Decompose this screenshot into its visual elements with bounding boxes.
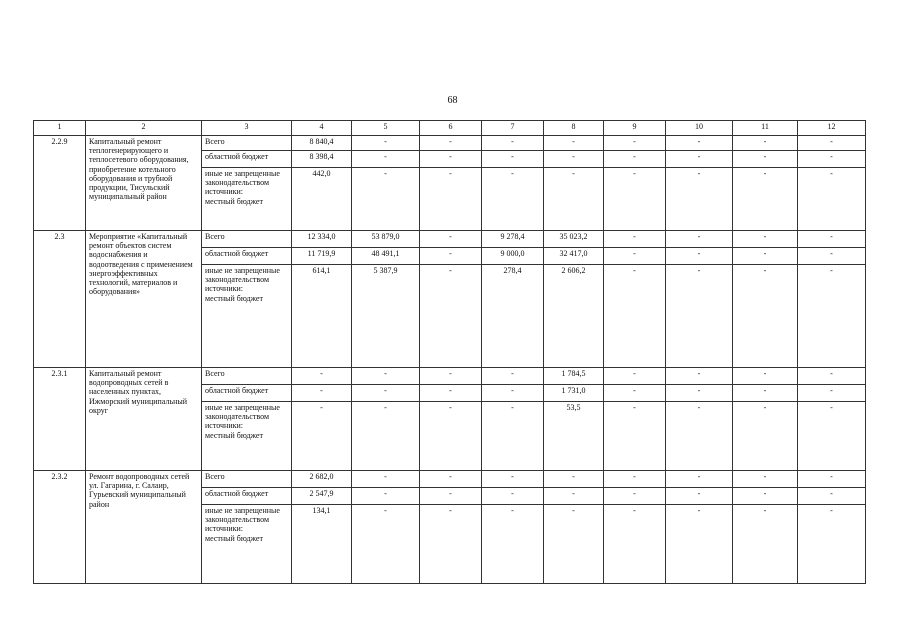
funding-source: областной бюджет <box>202 385 292 402</box>
value-cell: - <box>733 368 798 385</box>
value-cell: - <box>604 471 666 488</box>
funding-source-line: местный бюджет <box>205 196 263 206</box>
column-header: 7 <box>482 121 544 136</box>
value-cell: - <box>604 402 666 471</box>
value-cell: - <box>544 505 604 584</box>
value-cell: 53 879,0 <box>352 231 420 248</box>
funding-source: областной бюджет <box>202 151 292 168</box>
value-cell: - <box>482 505 544 584</box>
value-cell: 2 682,0 <box>292 471 352 488</box>
value-cell: - <box>420 368 482 385</box>
funding-source: Всего <box>202 231 292 248</box>
value-cell: - <box>798 402 866 471</box>
value-cell: - <box>733 231 798 248</box>
column-header: 11 <box>733 121 798 136</box>
value-cell: - <box>482 471 544 488</box>
table-row <box>34 368 866 385</box>
value-cell: - <box>604 385 666 402</box>
value-cell: - <box>604 265 666 368</box>
value-cell: 442,0 <box>292 168 352 231</box>
value-cell: - <box>798 231 866 248</box>
column-header: 8 <box>544 121 604 136</box>
value-cell: - <box>352 402 420 471</box>
value-cell: - <box>798 151 866 168</box>
value-cell: - <box>482 136 544 151</box>
value-cell: 2 547,9 <box>292 488 352 505</box>
column-header: 2 <box>86 121 202 136</box>
value-cell: - <box>666 505 733 584</box>
value-cell: - <box>798 136 866 151</box>
value-cell: - <box>420 265 482 368</box>
value-cell: - <box>352 368 420 385</box>
funding-source <box>202 505 292 584</box>
value-cell: - <box>666 248 733 265</box>
value-cell: - <box>420 231 482 248</box>
value-cell: - <box>604 368 666 385</box>
value-cell: - <box>798 505 866 584</box>
value-cell: - <box>733 385 798 402</box>
value-cell: - <box>733 488 798 505</box>
value-cell: - <box>544 168 604 231</box>
value-cell: - <box>798 471 866 488</box>
item-name: Мероприятие «Капитальный ремонт объектов систем водоснабжения и водоотведения с применением энергоэффективных технологий, материалов и оборудования» <box>86 231 202 368</box>
value-cell: 2 606,2 <box>544 265 604 368</box>
value-cell: - <box>798 368 866 385</box>
page-number: 68 <box>447 95 458 106</box>
funding-source: Всего <box>202 136 292 151</box>
value-cell: - <box>666 368 733 385</box>
value-cell: 1 731,0 <box>544 385 604 402</box>
value-cell: - <box>798 488 866 505</box>
value-cell: - <box>733 471 798 488</box>
funding-source <box>202 168 292 231</box>
value-cell: - <box>292 368 352 385</box>
value-cell: - <box>420 168 482 231</box>
item-name: Капитальный ремонт теплогенерирующего и теплосетевого оборудования, приобретение котельного оборудования и трубной продукции, Тисульский муниципальный район <box>86 136 202 231</box>
value-cell: 8 840,4 <box>292 136 352 151</box>
value-cell: - <box>352 385 420 402</box>
value-cell: - <box>420 488 482 505</box>
funding-source-line: иные не запрещенные законодательством источники: <box>205 506 280 534</box>
column-header: 12 <box>798 121 866 136</box>
value-cell: - <box>666 151 733 168</box>
funding-source-line: местный бюджет <box>205 293 263 303</box>
value-cell: 53,5 <box>544 402 604 471</box>
value-cell: - <box>420 151 482 168</box>
value-cell: - <box>292 385 352 402</box>
value-cell: - <box>420 471 482 488</box>
value-cell: - <box>420 385 482 402</box>
budget-table <box>33 120 866 584</box>
funding-source <box>202 402 292 471</box>
value-cell: - <box>604 168 666 231</box>
value-cell: - <box>666 471 733 488</box>
value-cell: 8 398,4 <box>292 151 352 168</box>
funding-source <box>202 265 292 368</box>
funding-source-line: иные не запрещенные законодательством источники: <box>205 169 280 197</box>
value-cell: - <box>666 385 733 402</box>
value-cell: - <box>798 168 866 231</box>
value-cell: - <box>733 248 798 265</box>
column-header: 9 <box>604 121 666 136</box>
funding-source: Всего <box>202 471 292 488</box>
value-cell: - <box>666 168 733 231</box>
value-cell: 9 278,4 <box>482 231 544 248</box>
value-cell: - <box>482 151 544 168</box>
item-name: Капитальный ремонт водопроводных сетей в населенных пунктах, Ижморский муниципальный округ <box>86 368 202 471</box>
column-header: 3 <box>202 121 292 136</box>
column-header: 5 <box>352 121 420 136</box>
funding-source-line: местный бюджет <box>205 430 263 440</box>
column-header: 4 <box>292 121 352 136</box>
funding-source-line: местный бюджет <box>205 533 263 543</box>
column-header-row <box>34 121 866 136</box>
value-cell: 32 417,0 <box>544 248 604 265</box>
table-row <box>34 231 866 248</box>
value-cell: - <box>733 151 798 168</box>
value-cell: 5 387,9 <box>352 265 420 368</box>
funding-source: областной бюджет <box>202 488 292 505</box>
column-header: 1 <box>34 121 86 136</box>
value-cell: - <box>544 488 604 505</box>
value-cell: 35 023,2 <box>544 231 604 248</box>
value-cell: - <box>733 505 798 584</box>
value-cell: - <box>482 402 544 471</box>
value-cell: - <box>604 231 666 248</box>
value-cell: - <box>798 248 866 265</box>
item-name: Ремонт водопроводных сетей ул. Гагарина, г. Салаир, Гурьевский муниципальный район <box>86 471 202 584</box>
value-cell: - <box>482 488 544 505</box>
value-cell: - <box>733 136 798 151</box>
value-cell: 11 719,9 <box>292 248 352 265</box>
value-cell: - <box>420 248 482 265</box>
value-cell: - <box>482 168 544 231</box>
value-cell: - <box>352 471 420 488</box>
funding-source: областной бюджет <box>202 248 292 265</box>
value-cell: 9 000,0 <box>482 248 544 265</box>
value-cell: - <box>604 136 666 151</box>
column-header: 6 <box>420 121 482 136</box>
value-cell: - <box>733 265 798 368</box>
funding-source-line: иные не запрещенные законодательством источники: <box>205 403 280 431</box>
table-row <box>34 471 866 488</box>
table-row <box>34 136 866 151</box>
value-cell: - <box>352 488 420 505</box>
value-cell: - <box>604 248 666 265</box>
value-cell: - <box>604 505 666 584</box>
value-cell: - <box>352 136 420 151</box>
value-cell: - <box>666 136 733 151</box>
value-cell: - <box>666 488 733 505</box>
value-cell: - <box>666 265 733 368</box>
value-cell: - <box>352 505 420 584</box>
value-cell: 12 334,0 <box>292 231 352 248</box>
value-cell: - <box>604 151 666 168</box>
value-cell: - <box>482 385 544 402</box>
item-number: 2.3.2 <box>34 471 86 584</box>
value-cell: - <box>544 471 604 488</box>
value-cell: 1 784,5 <box>544 368 604 385</box>
value-cell: 134,1 <box>292 505 352 584</box>
value-cell: - <box>544 151 604 168</box>
value-cell: - <box>666 402 733 471</box>
value-cell: - <box>420 136 482 151</box>
value-cell: - <box>604 488 666 505</box>
value-cell: - <box>666 231 733 248</box>
column-header: 10 <box>666 121 733 136</box>
value-cell: - <box>420 402 482 471</box>
value-cell: - <box>733 402 798 471</box>
value-cell: - <box>798 265 866 368</box>
item-number: 2.3.1 <box>34 368 86 471</box>
value-cell: - <box>420 505 482 584</box>
value-cell: - <box>544 136 604 151</box>
value-cell: 278,4 <box>482 265 544 368</box>
value-cell: - <box>352 168 420 231</box>
value-cell: - <box>733 168 798 231</box>
value-cell: 48 491,1 <box>352 248 420 265</box>
value-cell: 614,1 <box>292 265 352 368</box>
item-number: 2.3 <box>34 231 86 368</box>
funding-source: Всего <box>202 368 292 385</box>
value-cell: - <box>798 385 866 402</box>
value-cell: - <box>352 151 420 168</box>
value-cell: - <box>482 368 544 385</box>
value-cell: - <box>292 402 352 471</box>
funding-source-line: иные не запрещенные законодательством источники: <box>205 266 280 294</box>
item-number: 2.2.9 <box>34 136 86 231</box>
